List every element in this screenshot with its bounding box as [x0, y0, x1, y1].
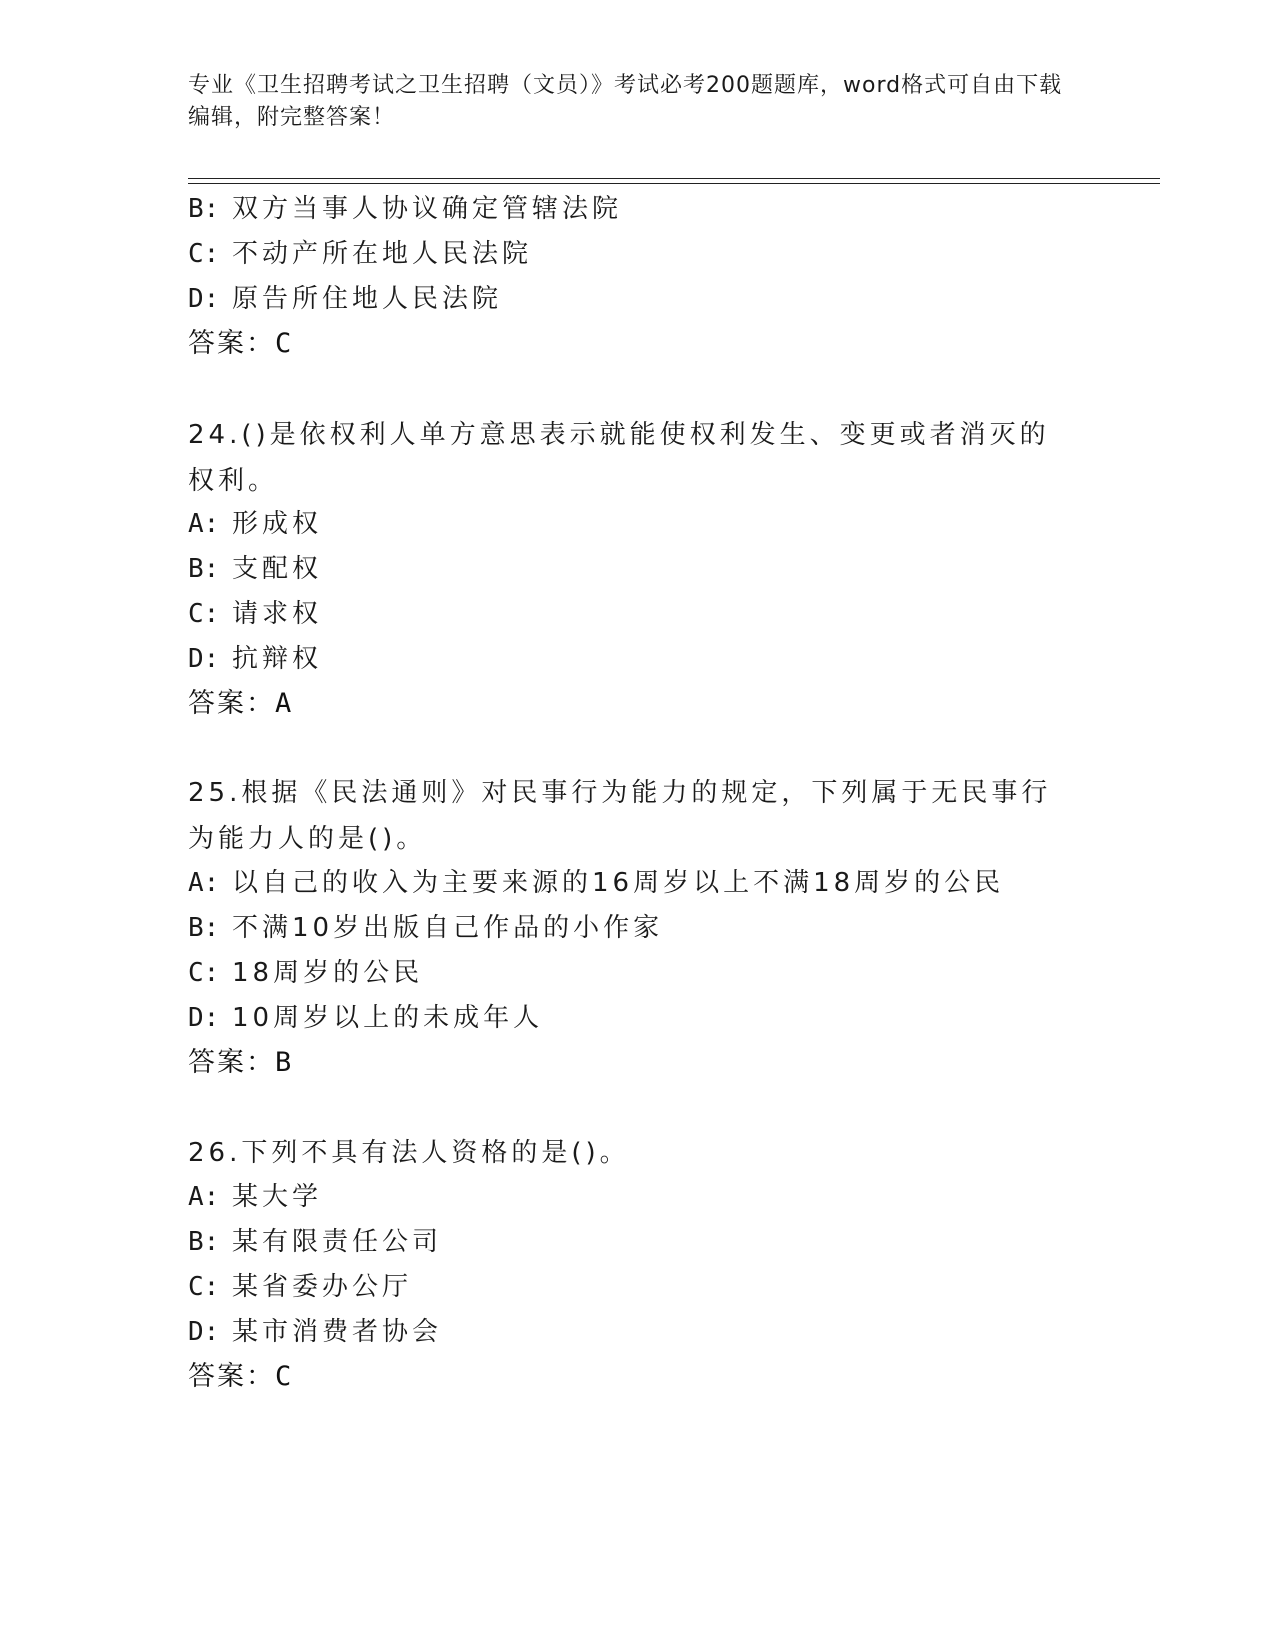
answer-label: 答案： — [188, 328, 275, 359]
q25-answer — [188, 1046, 293, 1080]
answer-label: 答案： — [188, 688, 275, 719]
q23-option-b — [188, 192, 622, 226]
option-label: B: — [188, 1227, 220, 1257]
answer-value: C — [275, 328, 294, 359]
option-label: B: — [188, 194, 220, 224]
option-text: 10周岁以上的未成年人 — [232, 1003, 544, 1033]
option-label: C: — [188, 599, 220, 629]
answer-label: 答案： — [188, 1047, 275, 1078]
q24-stem: 24.()是依权利人单方意思表示就能使权利发生、变更或者消灭的权利。 — [188, 420, 1050, 496]
answer-value: A — [275, 688, 294, 719]
q26-stem: 26.下列不具有法人资格的是()。 — [188, 1138, 630, 1168]
option-text: 双方当事人协议确定管辖法院 — [232, 194, 623, 224]
option-text: 不满10岁出版自己作品的小作家 — [232, 913, 664, 943]
q25-option-c — [188, 956, 423, 990]
option-label: C: — [188, 239, 220, 269]
option-label: D: — [188, 284, 220, 314]
option-label: D: — [188, 1003, 220, 1033]
q23-answer — [188, 327, 293, 361]
q25-stem: 25.根据《民法通则》对民事行为能力的规定，下列属于无民事行为能力人的是()。 — [188, 778, 1052, 854]
header-divider-top — [188, 178, 1160, 179]
q24-option-b — [188, 552, 322, 586]
q23-option-d — [188, 282, 502, 316]
q24-option-d — [188, 642, 322, 676]
option-text: 不动产所在地人民法院 — [232, 239, 533, 269]
option-text: 某有限责任公司 — [232, 1227, 443, 1257]
option-label: B: — [188, 554, 220, 584]
q25-option-b — [188, 911, 663, 945]
option-text: 形成权 — [232, 509, 323, 539]
q26-option-b — [188, 1225, 442, 1259]
option-label: B: — [188, 913, 220, 943]
q23-option-c — [188, 237, 532, 271]
option-label: A: — [188, 509, 220, 539]
document-header: 专业《卫生招聘考试之卫生招聘（文员）》考试必考200题题库，word格式可自由下载编辑，附完整答案！ — [188, 73, 1063, 130]
option-text: 请求权 — [232, 599, 323, 629]
option-label: A: — [188, 868, 220, 898]
option-label: A: — [188, 1182, 220, 1212]
option-text: 抗辩权 — [232, 644, 323, 674]
q26-option-d — [188, 1315, 442, 1349]
q24-answer — [188, 687, 293, 721]
option-text: 某省委办公厅 — [232, 1272, 413, 1302]
option-text: 某大学 — [232, 1182, 323, 1212]
answer-value: C — [275, 1361, 294, 1392]
option-label: C: — [188, 1272, 220, 1302]
option-text: 某市消费者协会 — [232, 1317, 443, 1347]
q26-option-a — [188, 1180, 322, 1214]
option-text: 以自己的收入为主要来源的16周岁以上不满18周岁的公民 — [232, 868, 1005, 898]
option-text: 支配权 — [232, 554, 323, 584]
q25-option-a — [188, 866, 1004, 900]
option-text: 原告所住地人民法院 — [232, 284, 503, 314]
q26-answer — [188, 1360, 293, 1394]
option-label: D: — [188, 1317, 220, 1347]
option-label: C: — [188, 958, 220, 988]
q26-option-c — [188, 1270, 412, 1304]
option-label: D: — [188, 644, 220, 674]
q24-option-a — [188, 507, 322, 541]
answer-label: 答案： — [188, 1361, 275, 1392]
q25-option-d — [188, 1001, 543, 1035]
header-divider-bottom — [188, 183, 1160, 184]
answer-value: B — [275, 1047, 294, 1078]
q24-option-c — [188, 597, 322, 631]
option-text: 18周岁的公民 — [232, 958, 424, 988]
